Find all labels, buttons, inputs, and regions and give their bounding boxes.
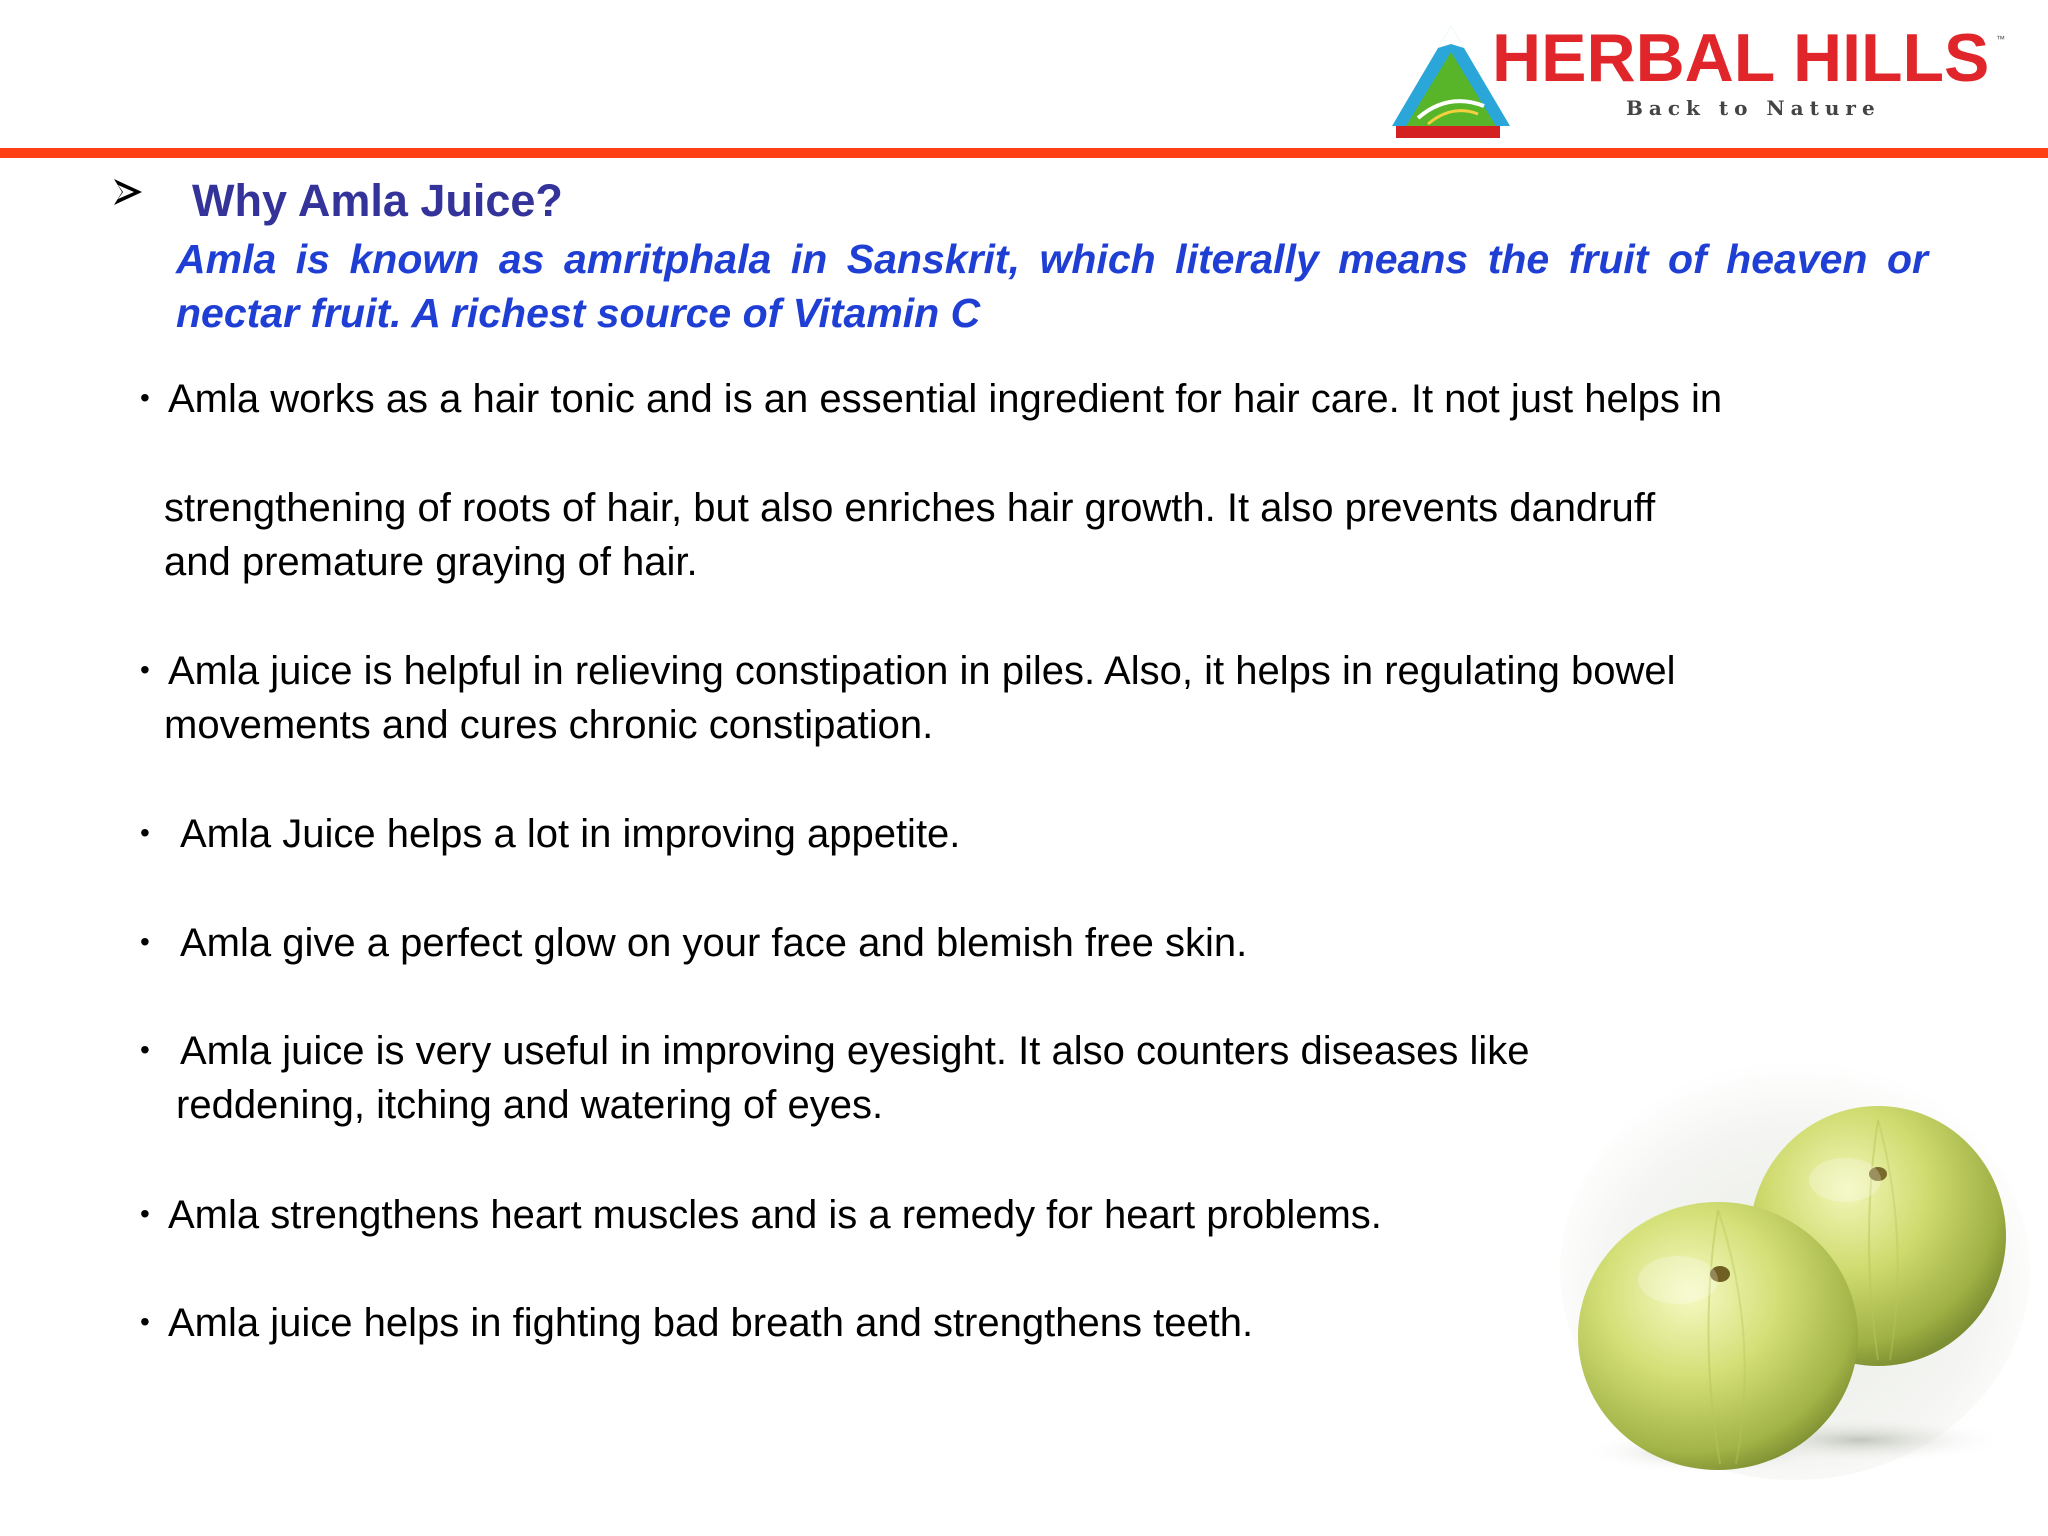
trademark-mark: ™: [1996, 34, 2005, 44]
bullet-text: Amla give a perfect glow on your face and blemish free skin.: [180, 921, 1248, 965]
bullet-text: Amla Juice helps a lot in improving appetite.: [180, 812, 961, 856]
arrow-bullet-icon: [112, 176, 144, 208]
brand-tagline: Back to Nature: [1626, 96, 1881, 120]
bullet-dot: •: [140, 1306, 150, 1337]
bullet-dot: •: [140, 1034, 150, 1065]
bullet-text: Amla juice is helpful in relieving constipation in piles. Also, it helps in regulating bowel: [168, 649, 1676, 693]
bullet-dot: •: [140, 926, 150, 957]
bullet-dot: •: [140, 382, 150, 413]
bullet-text: strengthening of roots of hair, but also enriches hair growth. It also prevents dandruff: [164, 486, 1656, 530]
amla-fruit-image: [1560, 1060, 2030, 1480]
bullet-text: Amla juice is very useful in improving eyesight. It also counters diseases like: [180, 1029, 1530, 1073]
bullet-text: and premature graying of hair.: [164, 540, 698, 584]
logo-strip: [1396, 126, 1500, 138]
header-divider: [0, 148, 2048, 158]
bullet-dot: •: [140, 1198, 150, 1229]
bullet-dot: •: [140, 817, 150, 848]
herbal-hills-logo: [1388, 22, 2028, 142]
bullet-text: Amla strengthens heart muscles and is a remedy for heart problems.: [168, 1193, 1382, 1237]
bullet-text: movements and cures chronic constipation.: [164, 703, 934, 747]
section-heading: Why Amla Juice?: [192, 175, 563, 226]
bullet-dot: •: [140, 654, 150, 685]
intro-paragraph: Amla is known as amritphala in Sanskrit, which literally means the fruit of heaven or nectar fruit. A richest source of Vitamin C: [176, 236, 1928, 336]
brand-name: HERBAL HILLS: [1492, 20, 1990, 96]
bullet-text: Amla juice helps in fighting bad breath and strengthens teeth.: [168, 1301, 1254, 1345]
bullet-text: reddening, itching and watering of eyes.: [176, 1083, 884, 1127]
bullet-text: Amla works as a hair tonic and is an essential ingredient for hair care. It not just helps in: [168, 377, 1723, 421]
